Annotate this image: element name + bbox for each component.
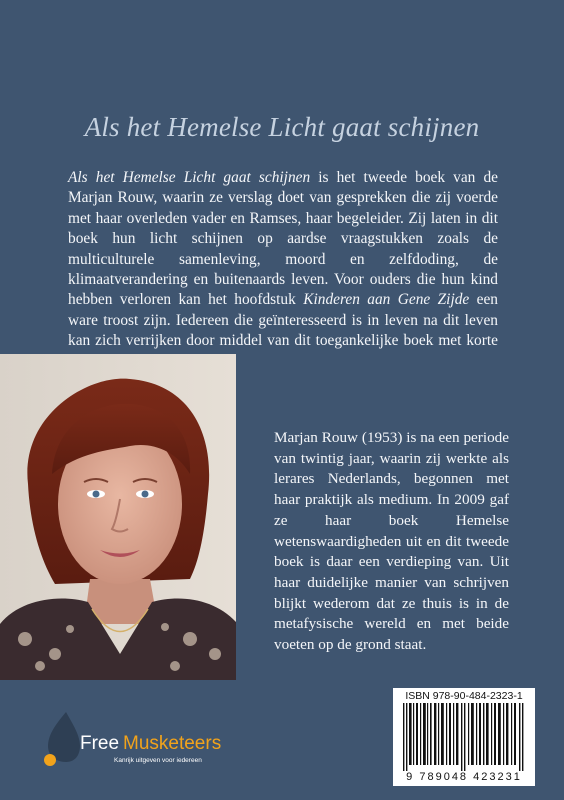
blurb-text-part2: een ware troost zijn. Iedereen die geïnteresseerd is in leven na dit leven kan zich verrijken door middel van dit toegankelijke boek met korte: [68, 291, 498, 350]
blurb-text-part1: is het tweede boek van de Marjan Rouw, waarin ze verslag doet van gesprekken die zij voerde met haar overleden vader en Ramses, haar begeleider. Zij laten in dit boek hun licht schijnen op aardse vraagstukken zoals de multiculturele samenleving, moord en zelfdoding, de klimaatverandering en buitenaards leven. Voor ouders die hun kind hebben verloren kan het hoofdstuk: [68, 169, 498, 309]
logo-name-musketeers: Musketeers: [123, 733, 222, 754]
author-photo: [0, 354, 236, 680]
barcode-bars: [403, 703, 525, 771]
book-title: Als het Hemelse Licht gaat schijnen: [84, 112, 480, 142]
logo-tagline: Kanrijk uitgeven voor iedereen: [114, 757, 202, 764]
barcode-box: [393, 688, 535, 786]
logo-drop-icon: [40, 708, 80, 768]
isbn-label: ISBN 978-90-484-2323-1: [405, 690, 523, 702]
ean-digits: 9 789048 423231: [406, 771, 522, 783]
publisher-logo: [40, 708, 240, 778]
logo-name-free: Free: [80, 733, 120, 754]
author-bio: Marjan Rouw (1953) is na een periode van twintig jaar, waarin zij werkte als lerares Nederlands, begonnen met haar praktijk als medium. In 2009 gaf ze haar boek Hemelse wetenswaardigheden uit en dit tweede boek is daar een verdieping van. Uit haar duidelijke manier van schrijven blijkt wederom dat ze thuis is in de metafysische wereld en met beide voeten op de grond staat.: [274, 429, 509, 654]
back-cover-blurb: [68, 168, 498, 372]
blurb-title-italic: Als het Hemelse Licht gaat schijnen: [68, 169, 311, 186]
blurb-chapter-italic: Kinderen aan Gene Zijde: [303, 291, 470, 309]
